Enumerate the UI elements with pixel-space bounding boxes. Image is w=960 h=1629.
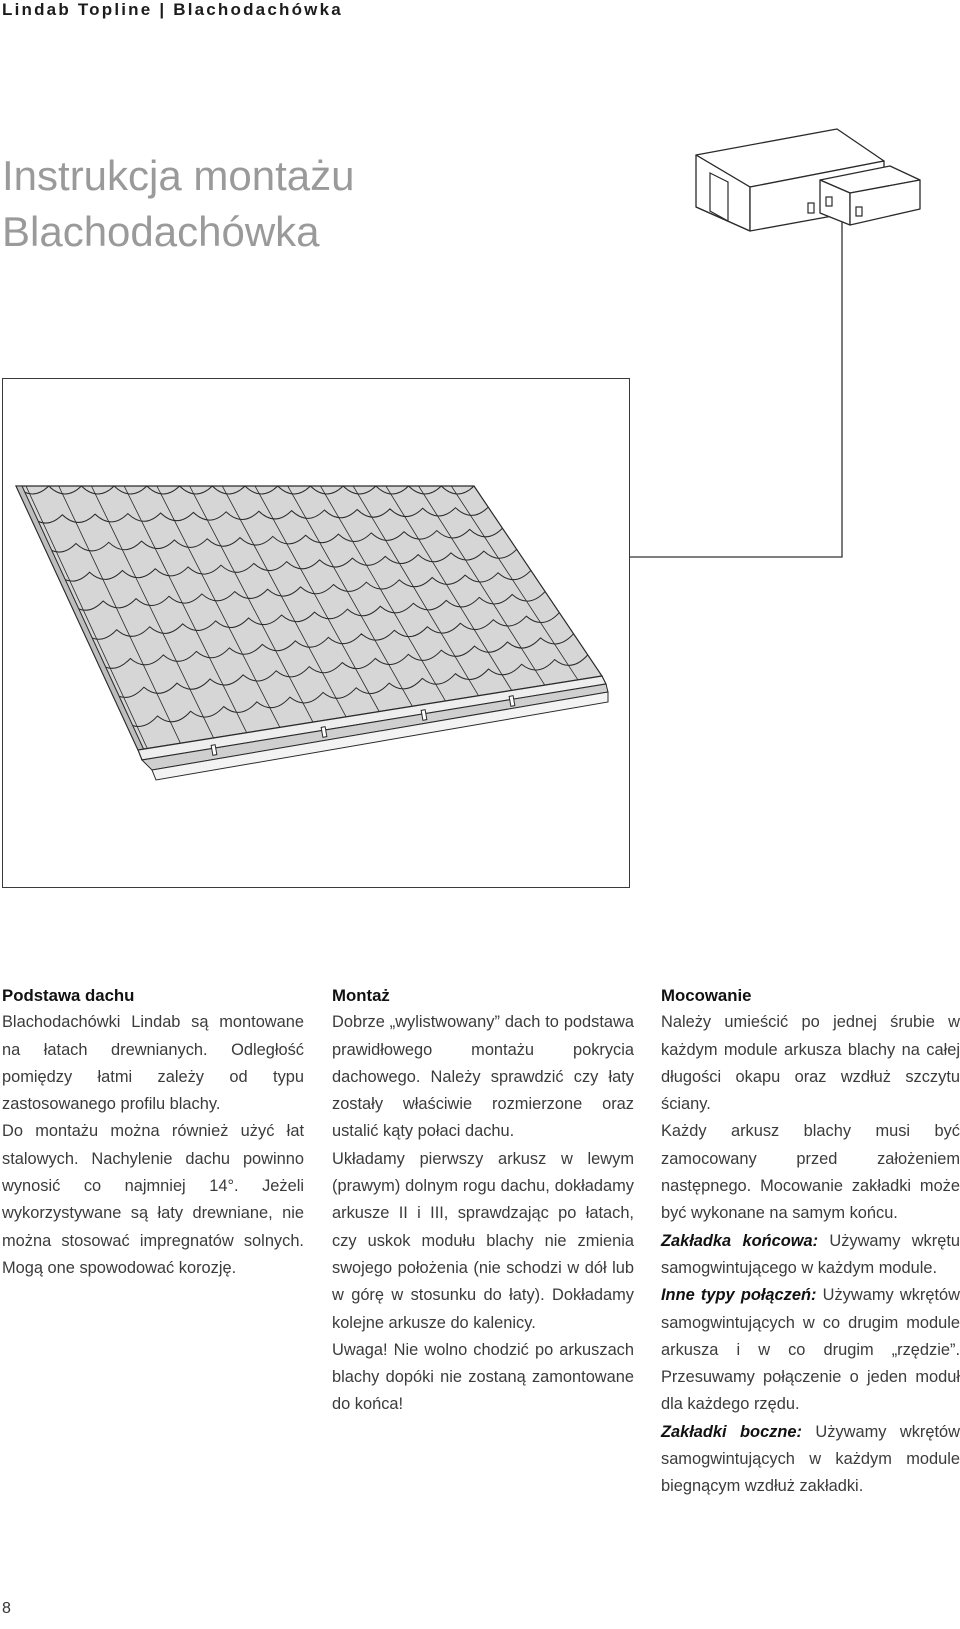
paragraph: Do montażu można również użyć łat stalowych. Nachylenie dachu powinno wynosić co najmniej 14°. Jeżeli wykorzystywane są łaty drewniane, nie można stosować impregnatów solnych. Mogą one spowodować korozję. (2, 1122, 304, 1277)
column-mounting (332, 982, 634, 1419)
paragraph: Uwaga! Nie wolno chodzić po arkuszach blachy dopóki nie zostaną zamontowane do końca! (332, 1340, 634, 1414)
term-end-lap: Zakładka końcowa: (661, 1231, 819, 1250)
term-side-laps: Zakładki boczne: (661, 1422, 802, 1441)
heading-roof-base: Podstawa dachu (2, 986, 135, 1005)
title-line-2: Blachodachówka (2, 208, 320, 255)
paragraph: Blachodachówki Lindab są montowane na łatach drewnianych. Odległość pomiędzy łatmi zależy od typu zastosowanego profilu blachy. (2, 1013, 304, 1114)
side-laps-text: Używamy wkrętów samogwintujących w każdym module biegnącym wzdłuż zakładki. (661, 1422, 960, 1496)
page-number: 8 (2, 1600, 11, 1617)
paragraph-end-lap (661, 1228, 960, 1283)
roof-sheet-illustration (2, 378, 630, 888)
column-fixing (661, 982, 960, 1501)
end-lap-text: Używamy wkrętu samogwintującego w każdym module. (661, 1231, 960, 1277)
title-line-1: Instrukcja montażu (2, 152, 355, 199)
paragraph: Dobrze „wylistwowany” dach to podstawa prawidłowego montażu pokrycia dachowego. Należy sprawdzić czy łaty zostały właściwie rozmierzone oraz ustalić kąty połaci dachu. (332, 1013, 634, 1141)
heading-fixing: Mocowanie (661, 986, 752, 1005)
term-other-joints: Inne typy połączeń: (661, 1286, 817, 1305)
other-joints-text: Używamy wkrętów samogwintujących w co drugim module arkusza i w co drugim „rzędzie”. Przesuwamy połączenie o jeden moduł dla każdego rzędu. (661, 1286, 960, 1414)
running-header: Lindab Topline | Blachodachówka (2, 0, 343, 19)
paragraph: Każdy arkusz blachy musi być zamocowany przed założeniem następnego. Mocowanie zakładki może być wykonane na samym końcu. (661, 1122, 960, 1223)
heading-mounting: Montaż (332, 986, 390, 1005)
paragraph: Należy umieścić po jednej śrubie w każdym module arkusza blachy na całej długości okapu oraz wzdłuż szczytu ściany. (661, 1013, 960, 1114)
house-illustration (690, 125, 930, 235)
paragraph-other-joints (661, 1282, 960, 1418)
paragraph: Układamy pierwszy arkusz w lewym (prawym) dolnym rogu dachu, dokładamy arkusze II i III, sprawdzając po łatach, czy uskok modułu blachy nie zmienia swojego położenia (nie schodzi w dół lub w górę w stosunku do łaty). Dokładamy kolejne arkusze do kalenicy. (332, 1149, 634, 1332)
column-roof-base (2, 982, 304, 1282)
paragraph-side-laps (661, 1419, 960, 1501)
